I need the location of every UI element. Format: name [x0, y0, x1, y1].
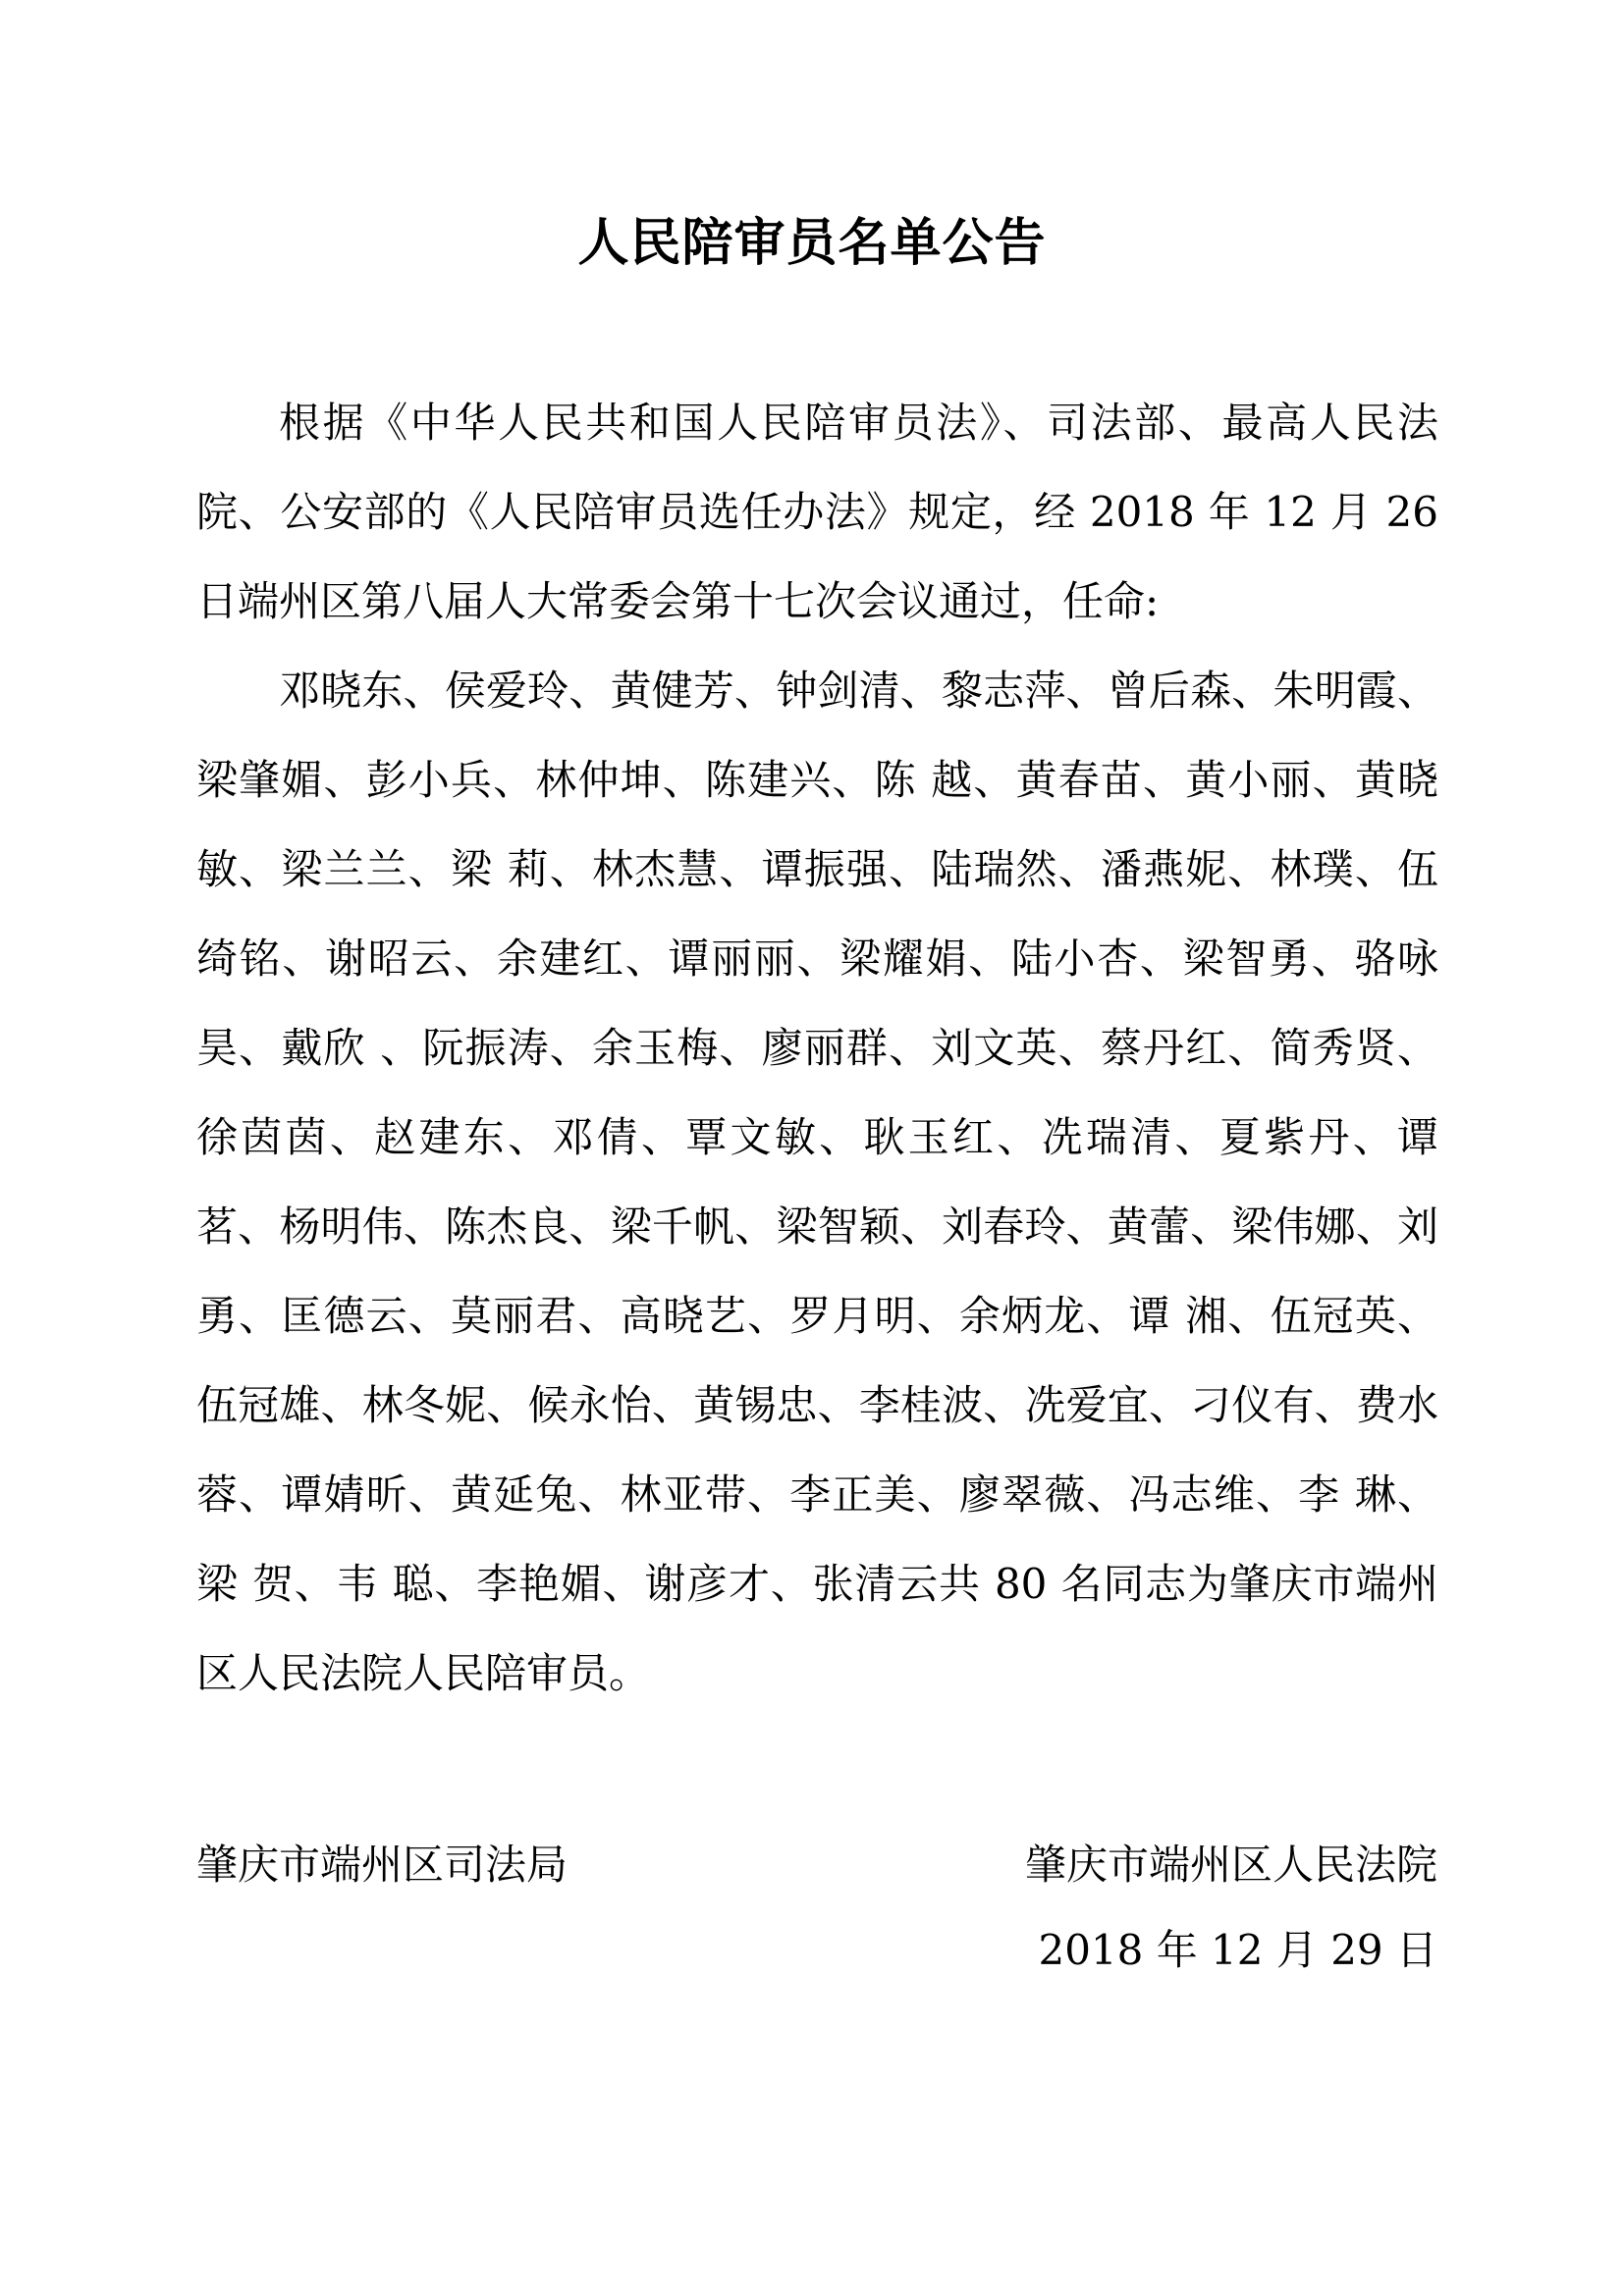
intro-paragraph: 根据《中华人民共和国人民陪审员法》、司法部、最高人民法院、公安部的《人民陪审员选任办法》规定，经 2018 年 12 月 26 日端州区第八届人大常委会第十七次会议通过，任命: [196, 399, 1438, 625]
document-title: 人民陪审员名单公告 [577, 214, 1047, 273]
issuer-court: 肇庆市端州区人民法院 [1024, 1841, 1437, 1889]
names-paragraph: 邓晓东、侯爱玲、黄健芳、钟剑清、黎志萍、曾后森、朱明霞、梁肇媚、彭小兵、林仲坤、陈建兴、陈 越、黄春苗、黄小丽、黄晓敏、梁兰兰、梁 莉、林杰慧、谭振强、陆瑞然、潘燕妮、林璞、伍绮铭、谢昭云、余建红、谭丽丽、梁耀娟、陆小杏、梁智勇、骆咏昊、戴欣 、阮振涛、余玉梅、廖丽群、刘文英、蔡丹红、简秀贤、徐茵茵、赵建东、邓倩、覃文敏、耿玉红、冼瑞清、夏紫丹、谭 茗、杨明伟、陈杰良、梁千帆、梁智颖、刘春玲、黄蕾、梁伟娜、刘 勇、匡德云、莫丽君、高晓艺、罗月明、余炳龙、谭 湘、伍冠英、伍冠雄、林冬妮、候永怡、黄锡忠、李桂波、冼爱宜、刁仪有、费水蓉、谭婧昕、黄延兔、林亚带、李正美、廖翠薇、冯志维、李 琳、梁 贺、韦 聪、李艳媚、谢彦才、张清云共 80 名同志为肇庆市端州区人民法院人民陪审员。 [196, 667, 1438, 1697]
issue-date: 2018 年 12 月 29 日 [1038, 1926, 1437, 1974]
document-body [196, 378, 1438, 1718]
issuer-justice-bureau: 肇庆市端州区司法局 [196, 1841, 568, 1889]
